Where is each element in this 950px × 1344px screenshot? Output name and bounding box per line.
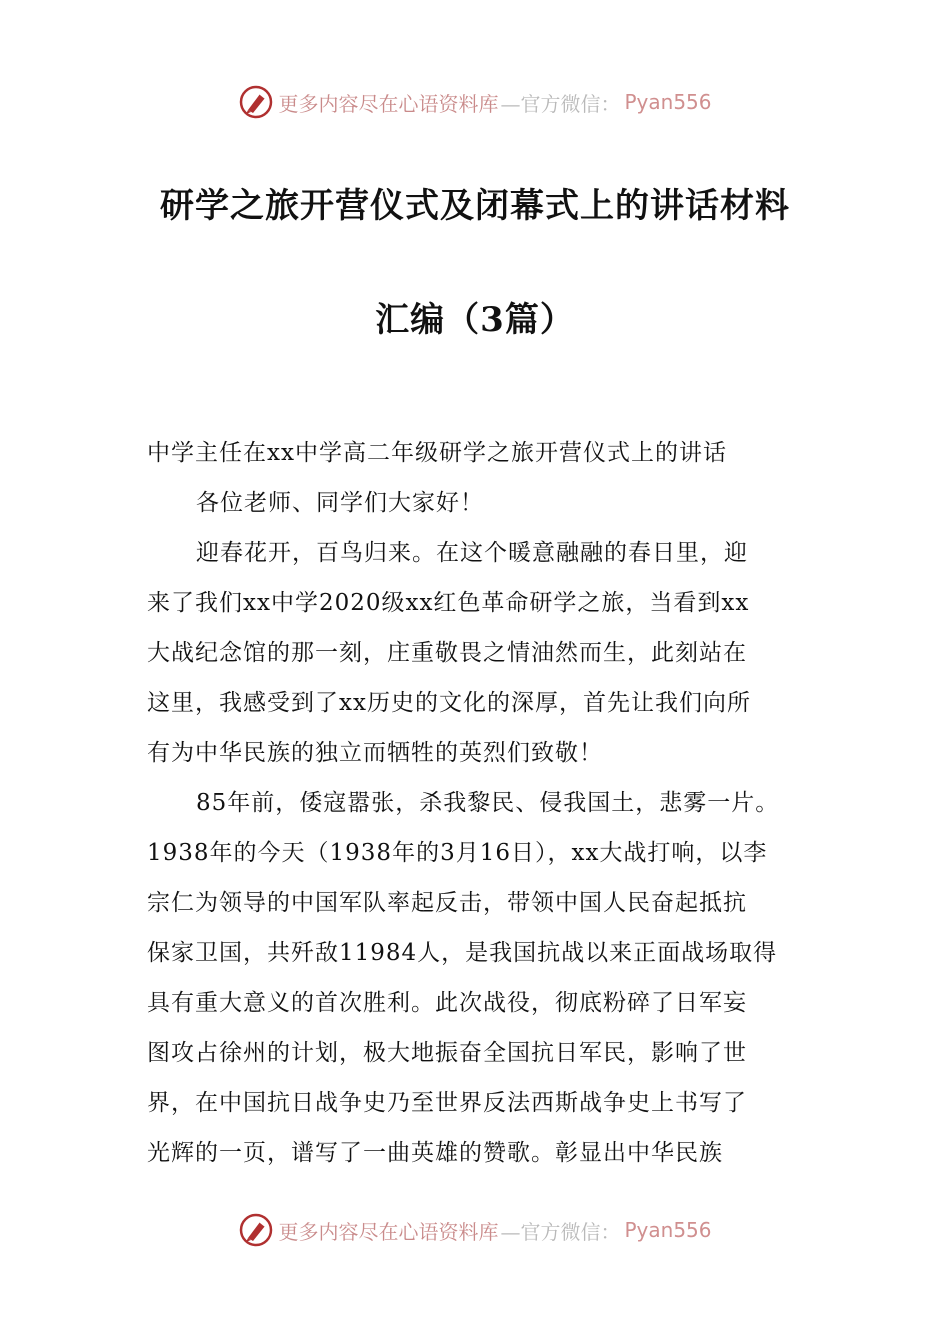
paragraph-line: 图攻占徐州的计划，极大地振奋全国抗日军民，影响了世 [147,1040,747,1066]
paragraph-line: 宗仁为领导的中国军队率起反击，带领中国人民奋起抵抗 [147,890,747,916]
watermark-account: Pyan556 [624,1218,712,1242]
watermark-official: —官方微信： [500,91,621,116]
paragraph-line: 大战纪念馆的那一刻，庄重敬畏之情油然而生，此刻站在 [147,640,747,666]
paragraph-line: 这里，我感受到了xx历史的文化的深厚，首先让我们向所 [147,690,751,716]
paragraph-line: 各位老师、同学们大家好！ [196,490,484,516]
pen-nib-icon [238,84,274,120]
paragraph-line: 来了我们xx中学2020级xx红色革命研学之旅，当看到xx [147,590,750,616]
watermark-official: —官方微信： [500,1219,621,1244]
paragraph-line: 界，在中国抗日战争史乃至世界反法西斯战争史上书写了 [147,1090,747,1116]
watermark-account: Pyan556 [624,90,712,114]
paragraph-line: 1938年的今天（1938年的3月16日），xx大战打响，以李 [147,840,768,866]
paragraph-line: 85年前，倭寇嚣张，杀我黎民、侵我国土，悲雾一片。 [196,790,780,816]
document-title-line2: 汇编（3篇） [375,300,575,340]
paragraph-line: 有为中华民族的独立而牺牲的英烈们致敬！ [147,740,603,766]
watermark-brand: 更多内容尽在心语资料库 [278,1219,499,1244]
paragraph-line: 迎春花开，百鸟归来。在这个暖意融融的春日里，迎 [196,540,748,566]
paragraph-line: 光辉的一页，谱写了一曲英雄的赞歌。彰显出中华民族 [147,1140,723,1166]
section-heading: 中学主任在xx中学高二年级研学之旅开营仪式上的讲话 [147,440,727,466]
header-watermark [0,82,950,122]
paragraph-line: 保家卫国，共歼敌11984人，是我国抗战以来正面战场取得 [147,940,778,966]
document-title-line1: 研学之旅开营仪式及闭幕式上的讲话材料 [160,186,790,226]
watermark-brand: 更多内容尽在心语资料库 [278,91,499,116]
footer-watermark [0,1210,950,1250]
pen-nib-icon [238,1212,274,1248]
paragraph-line: 具有重大意义的首次胜利。此次战役，彻底粉碎了日军妄 [147,990,747,1016]
